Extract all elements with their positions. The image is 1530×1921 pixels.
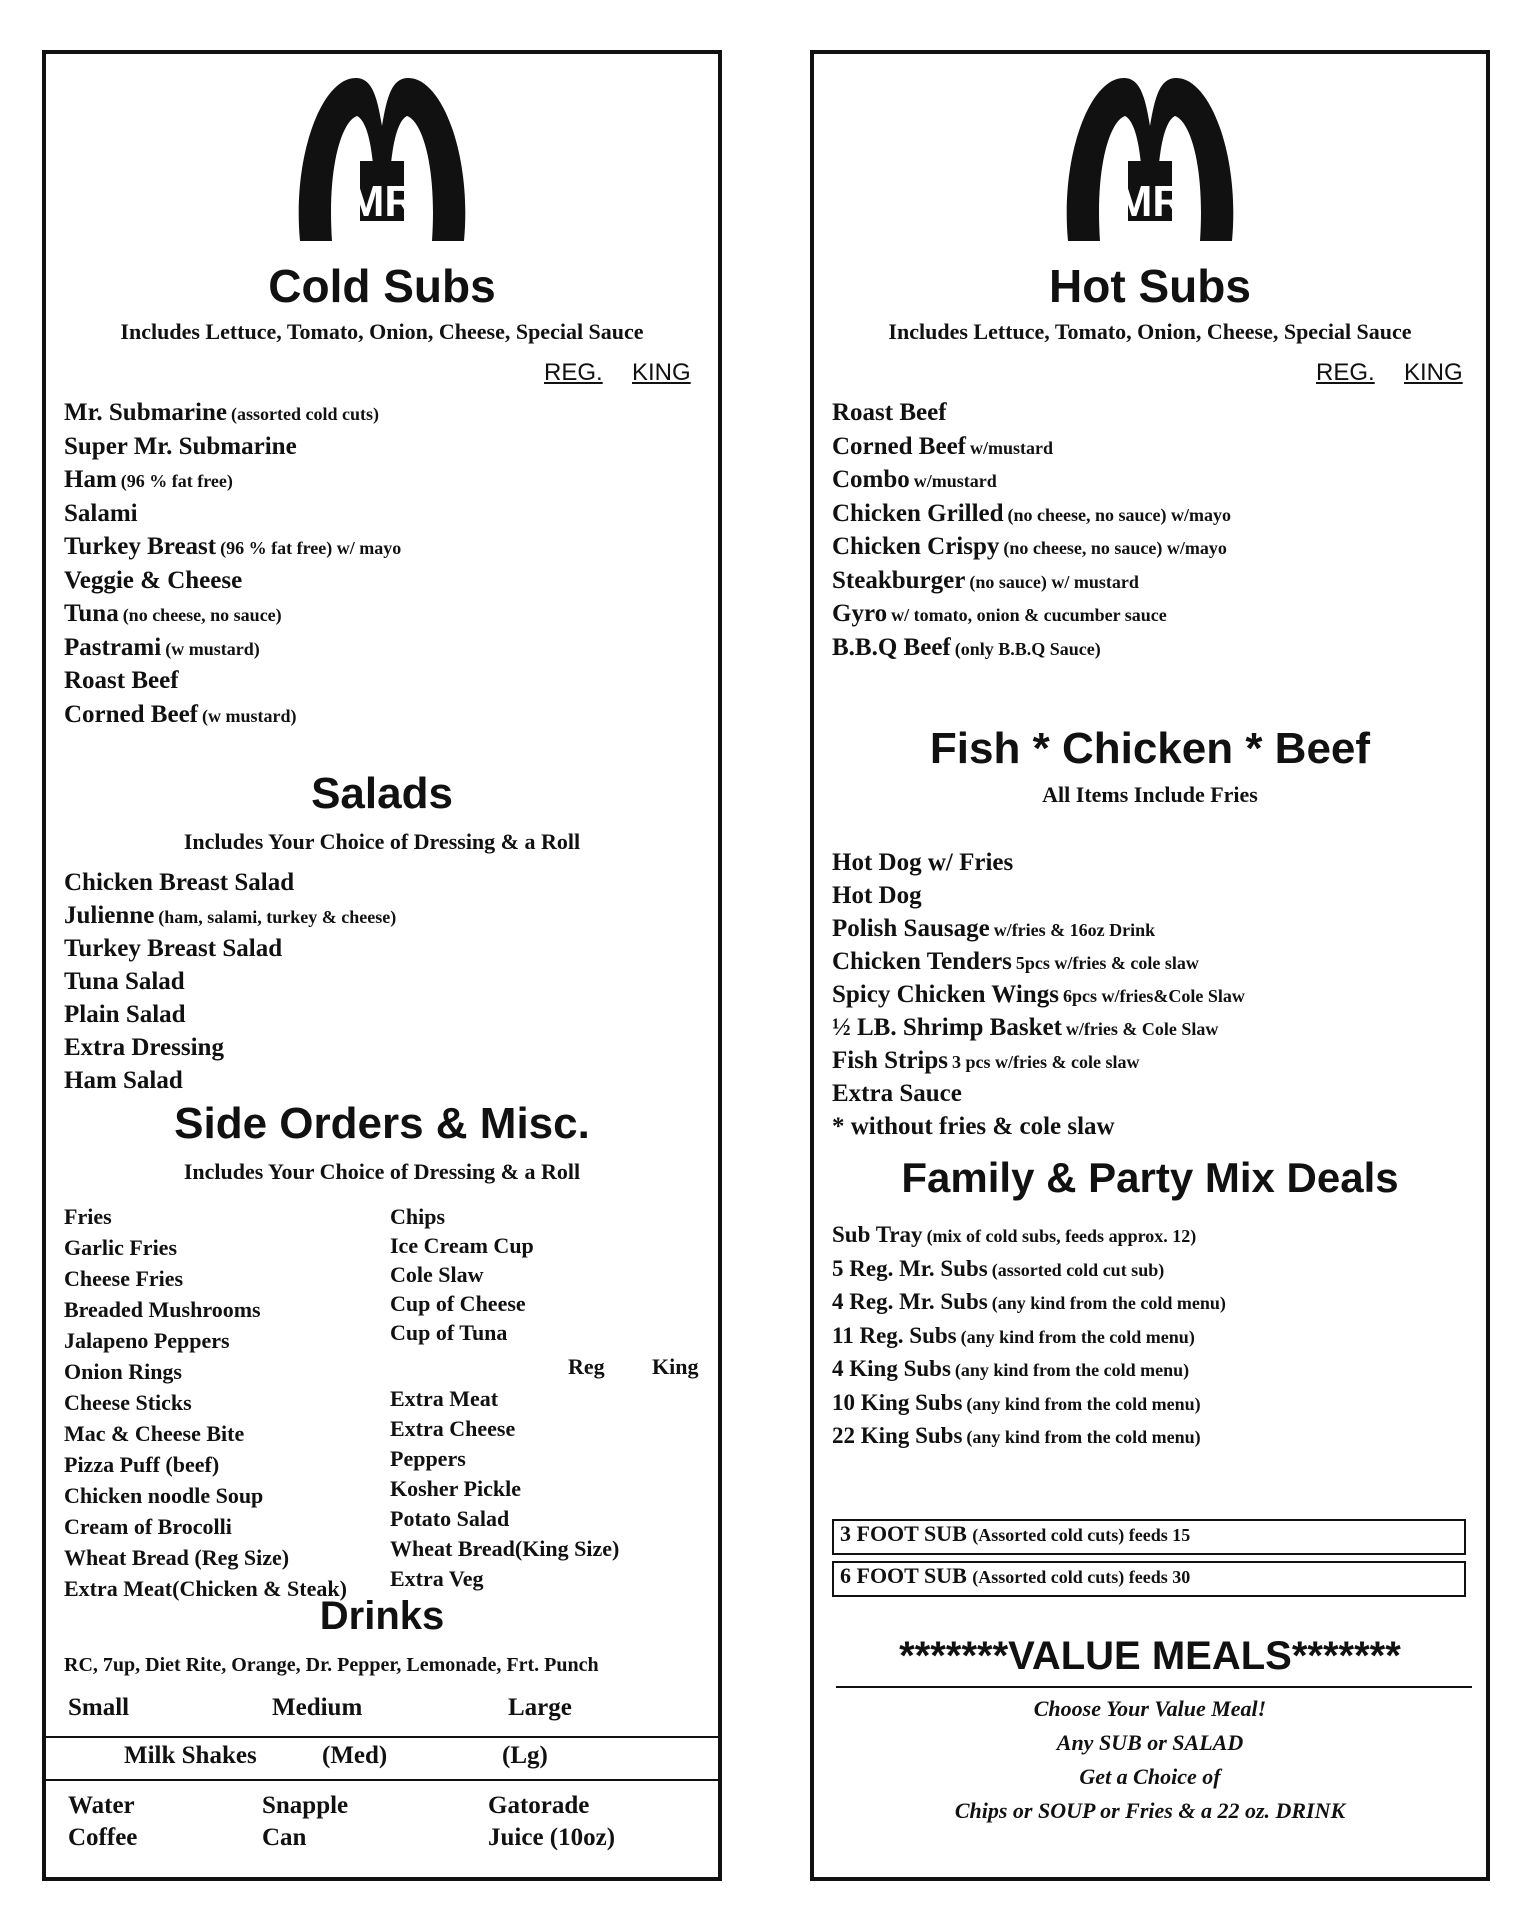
menu-item-note: (mix of cold subs, feeds approx. 12) [926,1226,1197,1246]
menu-item-note: (assorted cold cuts) [230,404,379,424]
menu-item-name: Super Mr. Submarine [64,432,297,460]
menu-item-name: Julienne [64,902,155,929]
col-reg: REG. [544,359,603,386]
side-item: Cheese Sticks [64,1390,192,1415]
menu-item-name: Ham Salad [64,1067,183,1094]
menu-item [64,533,401,561]
menu-item [832,1390,1201,1416]
menu-item [832,533,1227,561]
salads-subtitle: Includes Your Choice of Dressing & a Roll [183,829,581,854]
menu-item-name: Corned Beef [832,432,966,460]
value-line-3: Get a Choice of [1079,1764,1221,1789]
side-item: Cup of Cheese [390,1291,526,1316]
sides-subtitle: Includes Your Choice of Dressing & a Roll [183,1159,581,1184]
value-meals-title: *******VALUE MEALS******* [899,1634,1401,1678]
menu-item-name: Roast Beef [64,667,179,694]
salads-title: Salads [311,769,453,818]
side-item: Wheat Bread(King Size) [390,1536,620,1561]
side-item: Garlic Fries [64,1235,178,1260]
menu-item-name: Chicken Tenders [832,948,1012,975]
foot-sub-3 [832,1519,1466,1555]
drink-flavors: RC, 7up, Diet Rite, Orange, Dr. Pepper, Lemonade, Frt. Punch [64,1654,599,1676]
side-item: Kosher Pickle [390,1476,521,1501]
foot-sub-name: 6 FOOT SUB [840,1563,967,1588]
hot-menu-panel [810,50,1490,1881]
menu-item-name: Fish Strips [832,1047,949,1074]
menu-item-note: 5pcs w/fries & cole slaw [1015,953,1199,973]
menu-item [832,1289,1226,1315]
divider [836,1686,1472,1688]
menu-item-name: Salami [64,499,138,527]
milk-shake-med: (Med) [322,1742,388,1769]
menu-item [832,915,1155,943]
side-item: Pizza Puff (beef) [64,1452,220,1477]
menu-item [64,1001,186,1029]
drink-gatorade: Gatorade [488,1792,590,1819]
menu-item [64,968,185,996]
menu-item-note: (any kind from the cold menu) [960,1326,1195,1347]
side-item: Wheat Bread (Reg Size) [64,1545,290,1570]
side-item: Chicken noodle Soup [64,1483,264,1508]
menu-item [832,466,997,494]
menu-item-name: Plain Salad [64,1001,186,1028]
menu-item-note: (no cheese, no sauce) w/mayo [1007,504,1232,525]
logo-letter: MR [1115,177,1185,226]
milk-shakes: Milk Shakes [124,1742,257,1769]
menu-item-note: w/fries & 16oz Drink [993,920,1156,940]
menu-item-name: Extra Dressing [64,1034,224,1061]
side-item: Mac & Cheese Bite [64,1421,245,1446]
menu-item-name: Chicken Breast Salad [64,869,295,896]
menu-item-name: Turkey Breast [64,533,217,560]
sides-col-king: King [652,1354,699,1379]
menu-item-name: 5 Reg. Mr. Subs [832,1255,988,1281]
menu-item [832,882,922,910]
menu-item-name: Polish Sausage [832,915,990,942]
hot-subs-title: Hot Subs [1049,260,1251,312]
menu-item [64,701,297,729]
fish-subtitle: All Items Include Fries [1042,782,1258,807]
menu-item [64,399,379,427]
menu-item-name: Sub Tray [832,1222,923,1247]
side-item: Peppers [390,1446,466,1471]
side-item: Fries [64,1204,112,1229]
menu-item-name: Extra Sauce [832,1080,962,1107]
drink-size-large: Large [508,1694,572,1721]
fish-title: Fish * Chicken * Beef [929,724,1371,773]
menu-item-name: 22 King Subs [832,1423,963,1448]
drink-water: Water [68,1792,135,1819]
drink-can: Can [262,1824,307,1851]
cold-menu-panel [42,50,722,1881]
menu-item [832,1256,1164,1282]
drink-coffee: Coffee [68,1824,138,1851]
menu-item-name: 10 King Subs [832,1389,963,1415]
menu-item-name: 4 King Subs [832,1356,951,1381]
menu-item [832,567,1139,595]
value-line-1: Choose Your Value Meal! [1033,1696,1267,1721]
menu-item-note: (no sauce) w/ mustard [969,571,1139,592]
side-item: Onion Rings [64,1359,182,1384]
col-king: KING [1404,359,1463,386]
menu-item [832,634,1101,662]
side-item: Breaded Mushrooms [64,1297,261,1322]
side-item: Extra Veg [390,1566,484,1591]
menu-item-name: Spicy Chicken Wings [832,981,1059,1008]
menu-item-name: Chicken Crispy [832,533,1000,560]
sides-col-reg: Reg [568,1354,605,1379]
menu-item-note: w/mustard [970,437,1054,458]
menu-item-name: B.B.Q Beef [832,633,951,661]
drink-snapple: Snapple [262,1792,349,1819]
menu-item [832,1113,1115,1141]
drinks-title: Drinks [319,1594,445,1638]
menu-item [64,1034,224,1062]
menu-item-note: (no cheese, no sauce) [122,605,282,625]
menu-item-note: (96 % fat free) [120,471,233,491]
menu-item-note: (ham, salami, turkey & cheese) [158,907,397,927]
value-line-4: Chips or SOUP or Fries & a 22 oz. DRINK [954,1798,1346,1823]
side-item: Ice Cream Cup [390,1233,534,1258]
menu-item-note: w/fries & Cole Slaw [1065,1019,1219,1039]
menu-item [832,1222,1196,1248]
menu-item [832,1014,1218,1042]
menu-item-note: 3 pcs w/fries & cole slaw [952,1052,1140,1072]
foot-sub-note: (Assorted cold cuts) feeds 15 [972,1525,1191,1545]
menu-item [64,500,138,528]
col-king: KING [632,359,691,386]
menu-item [832,1323,1195,1349]
menu-item-name: Hot Dog w/ Fries [832,849,1014,876]
menu-item [832,1047,1139,1075]
family-title: Family & Party Mix Deals [901,1154,1399,1201]
menu-item-name: Steakburger [832,566,966,594]
side-item: Jalapeno Peppers [64,1328,230,1353]
menu-item-name: Roast Beef [832,399,947,426]
menu-item-note: (assorted cold cut sub) [991,1259,1165,1280]
menu-item-name: Corned Beef [64,700,198,728]
drink-size-small: Small [68,1694,130,1721]
hot-subs-subtitle: Includes Lettuce, Tomato, Onion, Cheese, Special Sauce [888,319,1412,344]
menu-item [832,500,1231,528]
side-item: Cup of Tuna [390,1320,508,1345]
menu-item [64,667,179,695]
menu-item [64,935,282,963]
menu-item [64,634,260,662]
milk-shake-lg: (Lg) [502,1742,548,1769]
side-item: Chips [390,1204,446,1229]
menu-item-note: w/mustard [913,471,997,491]
menu-item [832,849,1013,877]
divider [46,1736,718,1738]
drink-size-medium: Medium [272,1694,363,1721]
menu-item-name: Tuna Salad [64,968,185,995]
menu-item-name: Ham [64,466,117,493]
col-reg: REG. [1316,359,1375,386]
side-item: Cream of Brocolli [64,1514,232,1539]
menu-item-note: (w mustard) [165,638,260,659]
menu-item [832,600,1167,628]
menu-item-note: (any kind from the cold menu) [966,1427,1201,1447]
cold-subs-subtitle: Includes Lettuce, Tomato, Onion, Cheese, Special Sauce [120,319,644,344]
menu-item-note: (only B.B.Q Sauce) [954,638,1101,659]
menu-item [64,600,282,628]
menu-item [832,399,947,427]
foot-sub-note: (Assorted cold cuts) feeds 30 [972,1567,1191,1587]
menu-item [64,433,297,461]
side-item: Extra Meat [390,1386,499,1411]
menu-item [832,981,1245,1009]
side-item: Cole Slaw [390,1262,484,1287]
side-item: Extra Cheese [390,1416,516,1441]
menu-item [832,948,1199,976]
mr-logo [814,66,1486,246]
menu-item-name: Gyro [832,600,888,627]
menu-item-name: Hot Dog [832,882,922,909]
foot-sub-name: 3 FOOT SUB [840,1521,967,1546]
menu-item-note: (any kind from the cold menu) [966,1393,1201,1414]
side-item: Potato Salad [390,1506,510,1531]
menu-item-name: Combo [832,466,910,493]
logo-letter: MR [347,177,417,226]
menu-item-note: 6pcs w/fries&Cole Slaw [1062,986,1245,1006]
menu-item-note: (w mustard) [202,705,297,726]
menu-item-name: Mr. Submarine [64,399,227,426]
menu-item-name: * without fries & cole slaw [832,1113,1115,1140]
menu-item-note: (no cheese, no sauce) w/mayo [1003,538,1227,558]
drink-juice: Juice (10oz) [488,1824,616,1851]
menu-item-name: Turkey Breast Salad [64,935,283,962]
menu-item [64,466,233,494]
menu-item [832,1356,1189,1382]
menu-item-note: (any kind from the cold menu) [954,1360,1190,1380]
menu-item [64,567,242,595]
menu-item-name: 4 Reg. Mr. Subs [832,1289,988,1314]
divider [46,1779,718,1781]
menu-item [64,902,396,930]
menu-item-note: (96 % fat free) w/ mayo [220,538,402,558]
menu-item-name: Chicken Grilled [832,499,1004,527]
menu-item-name: 11 Reg. Subs [832,1322,957,1348]
sides-title: Side Orders & Misc. [174,1099,590,1148]
menu-item [832,433,1053,461]
menu-item-name: Tuna [64,600,119,627]
cold-subs-title: Cold Subs [268,260,496,312]
side-item: Cheese Fries [64,1266,184,1291]
menu-item [64,1067,183,1095]
foot-sub-6 [832,1561,1466,1597]
menu-item-name: ½ LB. Shrimp Basket [832,1014,1062,1041]
menu-item-name: Veggie & Cheese [64,566,243,594]
mr-logo [46,66,718,246]
side-item: Extra Meat(Chicken & Steak) [64,1576,347,1601]
menu-item [832,1080,962,1108]
menu-item [832,1423,1201,1449]
menu-item-name: Pastrami [64,633,162,661]
menu-item [64,869,294,897]
menu-item-note: w/ tomato, onion & cucumber sauce [891,605,1167,625]
menu-item-note: (any kind from the cold menu) [991,1293,1226,1313]
value-line-2: Any SUB or SALAD [1056,1730,1244,1755]
